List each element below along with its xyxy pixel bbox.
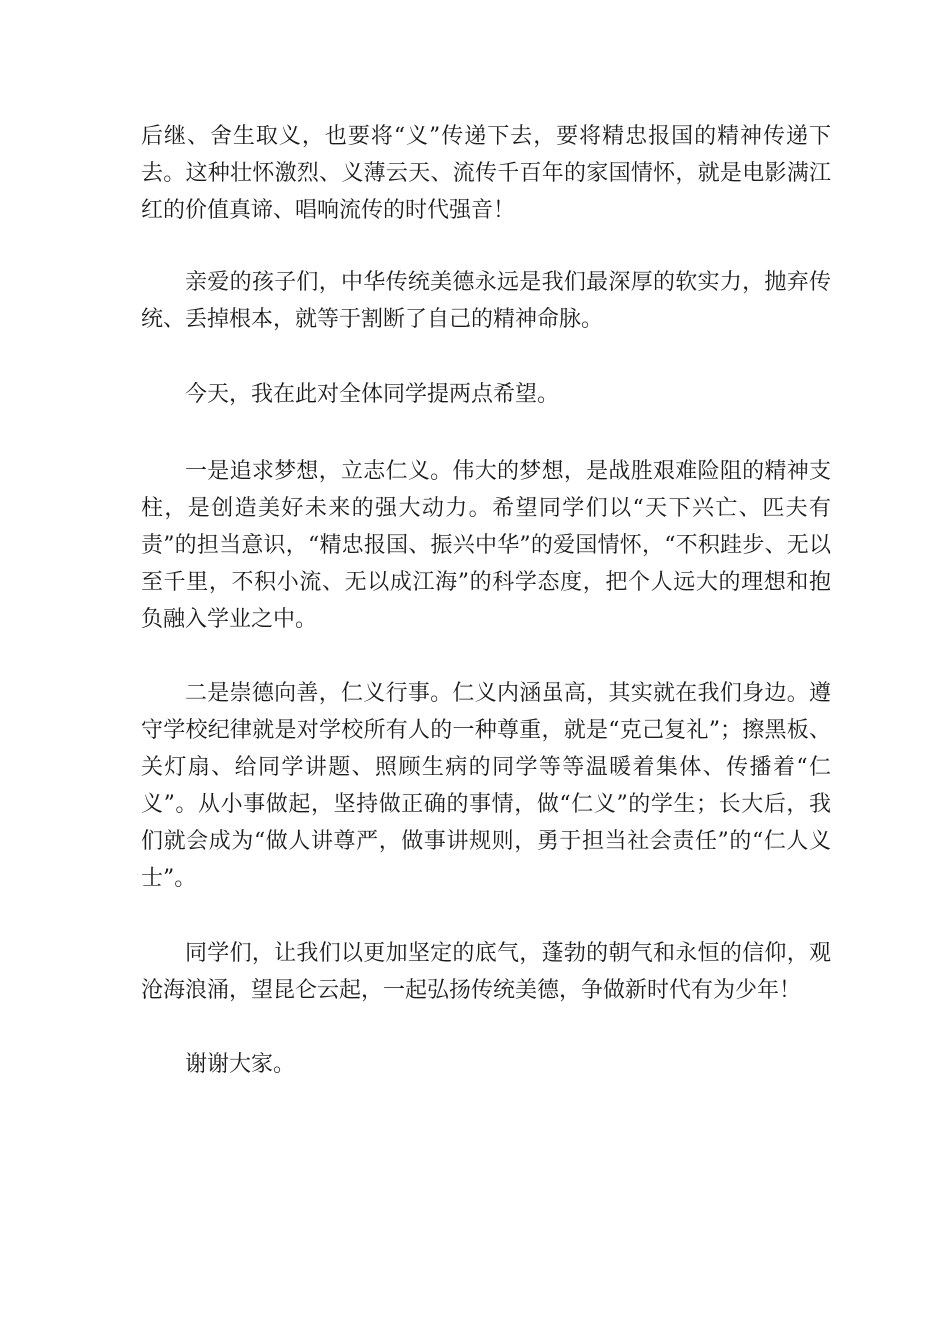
paragraph-closing-call: 同学们，让我们以更加坚定的底气，蓬勃的朝气和永恒的信仰，观沧海浪涌，望昆仑云起，一起弘扬传统美德，争做新时代有为少年！ (141, 941, 831, 1003)
paragraph-two-hopes: 今天，我在此对全体同学提两点希望。 (185, 382, 560, 407)
paragraph-hope-two: 二是崇德向善，仁义行事。仁义内涵虽高，其实就在我们身边。遵守学校纪律就是对学校所有人的一种尊重，就是“克己复礼”；擦黑板、关灯扇、给同学讲题、照顾生病的同学等等温暖着集体、传播着“仁义”。从小事做起，坚持做正确的事情，做“仁义”的学生；长大后，我们就会成为“做人讲尊严，做事讲规则，勇于担当社会责任”的“仁人义士”。 (141, 681, 831, 891)
document-body (141, 118, 831, 1119)
paragraph-thanks: 谢谢大家。 (185, 1052, 296, 1077)
paragraph-hope-one: 一是追求梦想，立志仁义。伟大的梦想，是战胜艰难险阻的精神支柱，是创造美好未来的强大动力。希望同学们以“天下兴亡、匹夫有责”的担当意识，“精忠报国、振兴中华”的爱国情怀，“不积跬步、无以至千里，不积小流、无以成江海”的科学态度，把个人远大的理想和抱负融入学业之中。 (141, 459, 831, 632)
paragraph-address-children: 亲爱的孩子们，中华传统美德永远是我们最深厚的软实力，抛弃传统、丢掉根本，就等于割断了自己的精神命脉。 (141, 270, 831, 332)
paragraph-continuation: 后继、舍生取义，也要将“义”传递下去，要将精忠报国的精神传递下去。这种壮怀激烈、义薄云天、流传千百年的家国情怀，就是电影满江红的价值真谛、唱响流传的时代强音！ (141, 124, 831, 223)
